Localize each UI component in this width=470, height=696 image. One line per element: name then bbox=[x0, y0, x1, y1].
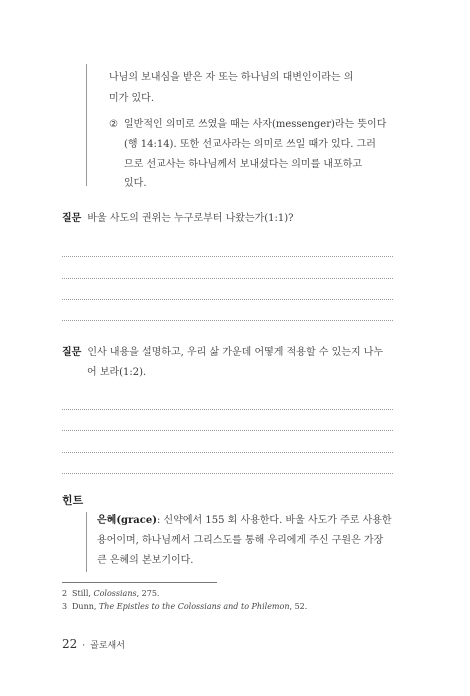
answer-line[interactable] bbox=[62, 452, 393, 453]
question-2-continuation: 어 보라(1:2). bbox=[87, 367, 147, 378]
footnote-title: The Epistles to the Colossians and to Philemon bbox=[98, 602, 290, 611]
quote-line: 있다. bbox=[124, 178, 147, 189]
quote-line: 미가 있다. bbox=[109, 93, 154, 104]
quote-line: 일반적인 의미로 쓰였을 때는 사자(messenger)라는 뜻이다 bbox=[124, 119, 387, 130]
quote-line: 므로 선교사는 하나님께서 보내셨다는 의미를 내포하고 bbox=[124, 159, 363, 170]
footnote-number: 2 bbox=[62, 589, 68, 598]
hint-block bbox=[86, 512, 392, 572]
footnote-title: Colossians bbox=[93, 589, 137, 598]
question-text: 인사 내용을 설명하고, 우리 삶 가운데 어떻게 적용할 수 있는지 나누 bbox=[87, 347, 384, 358]
page-footer bbox=[62, 637, 125, 651]
answer-line[interactable] bbox=[62, 473, 393, 474]
footer-separator: · bbox=[82, 641, 86, 651]
hint-line: 큰 은혜의 본보기이다. bbox=[97, 555, 194, 566]
footnote bbox=[62, 588, 159, 599]
quote-line: (행 14:14). 또한 선교사라는 의미로 쓰일 때가 있다. 그러 bbox=[124, 139, 376, 150]
answer-line[interactable] bbox=[62, 409, 393, 410]
hint-line bbox=[97, 514, 392, 528]
footnote-author: Dunn, bbox=[72, 602, 99, 611]
answer-line[interactable] bbox=[62, 278, 393, 279]
answer-line[interactable] bbox=[62, 430, 393, 431]
answer-line[interactable] bbox=[62, 299, 393, 300]
question-1 bbox=[62, 212, 294, 226]
answer-line[interactable] bbox=[62, 320, 393, 321]
question-2 bbox=[62, 346, 383, 360]
question-label: 질문 bbox=[62, 347, 82, 358]
hint-term: 은혜(grace) bbox=[97, 515, 157, 526]
hint-text: : 신약에서 155 회 사용한다. 바울 사도가 주로 사용한 bbox=[156, 515, 392, 526]
book-title: 골로새서 bbox=[90, 641, 125, 651]
quote-line: 나님의 보내심을 받은 자 또는 하나님의 대변인이라는 의 bbox=[109, 72, 354, 83]
footnote-divider bbox=[62, 582, 217, 583]
hint-line: 용어이며, 하나님께서 그리스도를 통해 우리에게 주신 구원은 가장 bbox=[97, 535, 384, 546]
question-text: 바울 사도의 권위는 누구로부터 나왔는가(1:1)? bbox=[87, 213, 294, 224]
page-number: 22 bbox=[62, 637, 78, 651]
footnote-number: 3 bbox=[62, 602, 68, 611]
footnote-rest: , 275. bbox=[136, 589, 160, 598]
list-marker: ② bbox=[109, 119, 118, 130]
answer-line[interactable] bbox=[62, 256, 393, 257]
footnote-rest: , 52. bbox=[289, 602, 308, 611]
quote-block bbox=[86, 64, 387, 189]
hint-title: 힌트 bbox=[62, 494, 84, 507]
footnote-author: Still, bbox=[72, 589, 94, 598]
question-label: 질문 bbox=[62, 213, 82, 224]
footnote bbox=[62, 601, 307, 612]
